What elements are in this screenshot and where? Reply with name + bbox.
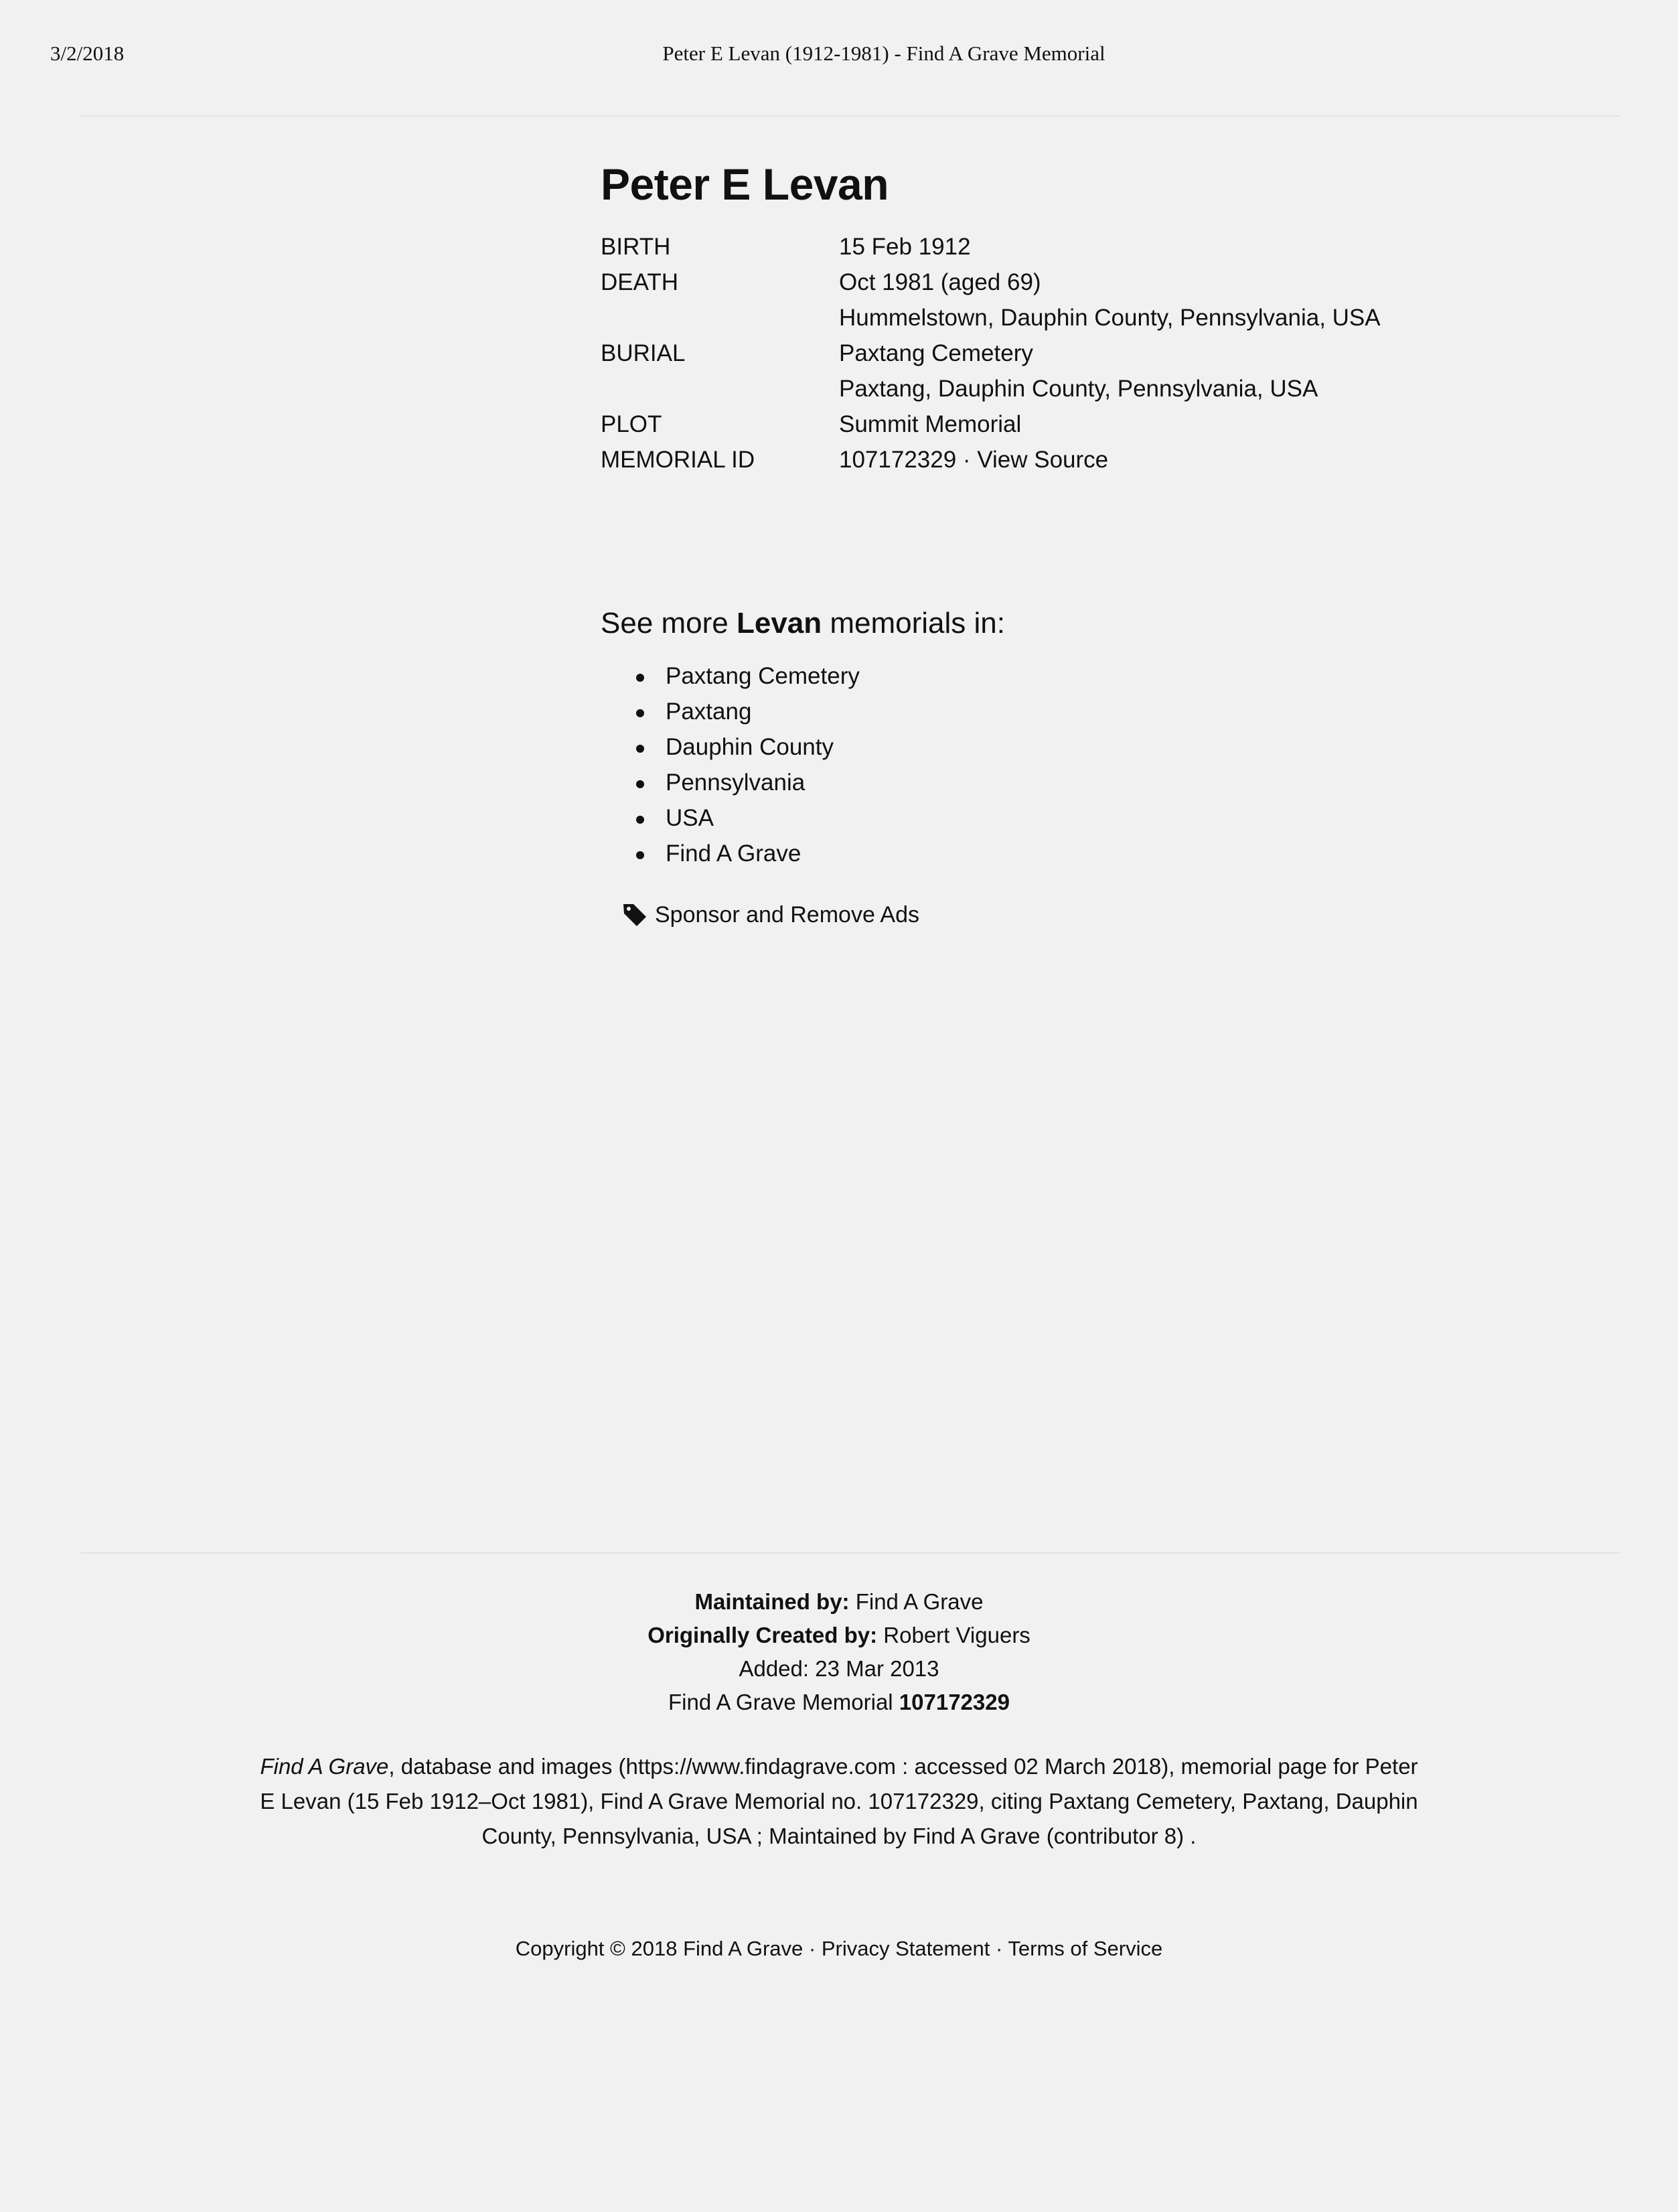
list-item[interactable] [601, 729, 860, 765]
sponsor-remove-ads-link[interactable] [621, 897, 919, 932]
list-item-label: Pennsylvania [666, 769, 806, 796]
citation-body: , database and images (https://www.findagrave.com : accessed 02 March 2018), memorial page for Peter E Levan (15 Feb 1912–Oct 1981), Find A Grave Memorial no. 107172329, citing Paxtang Cemetery, Paxtang, Dauphin County, Pennsylvania, USA ; Maintained by Find A Grave (contributor 8) . [260, 1754, 1418, 1848]
list-item-label: USA [666, 805, 714, 831]
bullet-icon [636, 780, 644, 788]
fact-value [839, 229, 1471, 265]
fact-label: BURIAL [601, 340, 686, 366]
see-more-prefix: See more [601, 607, 737, 640]
bullet-icon [636, 745, 644, 753]
memorial-details [601, 154, 1471, 477]
fact-label: PLOT [601, 411, 662, 437]
separator: · [803, 1937, 822, 1960]
citation-text [254, 1749, 1424, 1854]
fact-label: DEATH [601, 269, 679, 295]
privacy-statement-link[interactable]: Privacy Statement [821, 1937, 990, 1960]
fact-value [839, 265, 1471, 336]
burial-place[interactable]: Paxtang, Dauphin County, Pennsylvania, USA [839, 376, 1318, 402]
death-place[interactable]: Hummelstown, Dauphin County, Pennsylvania, USA [839, 305, 1381, 331]
added-date: Added: 23 Mar 2013 [739, 1656, 939, 1681]
copyright-bar [0, 1932, 1678, 1966]
birth-date: 15 Feb 1912 [839, 234, 971, 260]
list-item[interactable] [601, 765, 860, 800]
fact-row-burial [601, 336, 1471, 407]
memorial-meta [0, 1585, 1678, 1719]
facts-table [601, 229, 1471, 477]
fact-label: MEMORIAL ID [601, 447, 755, 473]
bullet-icon [636, 851, 644, 859]
death-date: Oct 1981 (aged 69) [839, 269, 1041, 295]
memorial-number [0, 1686, 1678, 1719]
list-item[interactable] [601, 800, 860, 836]
tag-icon [621, 901, 648, 928]
separator: · [990, 1937, 1008, 1960]
created-label: Originally Created by: [647, 1623, 878, 1647]
list-item-label: Find A Grave [666, 840, 802, 867]
print-title: Peter E Levan (1912-1981) - Find A Grave Memorial [662, 42, 1105, 65]
print-date: 3/2/2018 [50, 42, 125, 65]
fact-row-memorial-id [601, 442, 1471, 477]
fact-label: BIRTH [601, 234, 671, 260]
copyright-text: Copyright © 2018 Find A Grave [515, 1937, 804, 1960]
see-more-list [601, 658, 860, 871]
list-item[interactable] [601, 836, 860, 871]
fact-row-death [601, 265, 1471, 336]
bullet-icon [636, 816, 644, 824]
bullet-icon [636, 674, 644, 682]
fact-value [839, 407, 1471, 442]
maintained-value[interactable]: Find A Grave [849, 1589, 984, 1614]
plot-value: Summit Memorial [839, 411, 1022, 437]
memorial-id-value[interactable]: 107172329 · View Source [839, 447, 1109, 473]
maintained-label: Maintained by: [694, 1589, 850, 1614]
list-item-label: Paxtang Cemetery [666, 663, 860, 689]
bullet-icon [636, 709, 644, 717]
fact-value [839, 336, 1471, 407]
see-more-surname: Levan [736, 607, 822, 640]
fact-value [839, 442, 1471, 477]
list-item-label: Paxtang [666, 698, 752, 725]
sponsor-label: Sponsor and Remove Ads [655, 902, 920, 928]
list-item[interactable] [601, 694, 860, 729]
maintained-by [0, 1585, 1678, 1619]
fact-row-birth [601, 229, 1471, 265]
memorial-number-value: 107172329 [899, 1690, 1010, 1714]
memorial-name: Peter E Levan [601, 159, 889, 209]
burial-cemetery-link[interactable]: Paxtang Cemetery [839, 340, 1033, 366]
created-value[interactable]: Robert Viguers [877, 1623, 1031, 1647]
citation-source: Find A Grave [260, 1754, 389, 1779]
see-more-suffix: memorials in: [822, 607, 1005, 640]
see-more-heading [601, 600, 1005, 647]
list-item[interactable] [601, 658, 860, 694]
list-item-label: Dauphin County [666, 734, 834, 760]
print-header [0, 42, 1678, 75]
terms-of-service-link[interactable]: Terms of Service [1008, 1937, 1163, 1960]
memorial-prefix: Find A Grave Memorial [668, 1690, 899, 1714]
footer-divider [80, 1552, 1620, 1554]
fact-row-plot [601, 407, 1471, 442]
created-by [0, 1619, 1678, 1652]
header-divider [80, 115, 1620, 117]
